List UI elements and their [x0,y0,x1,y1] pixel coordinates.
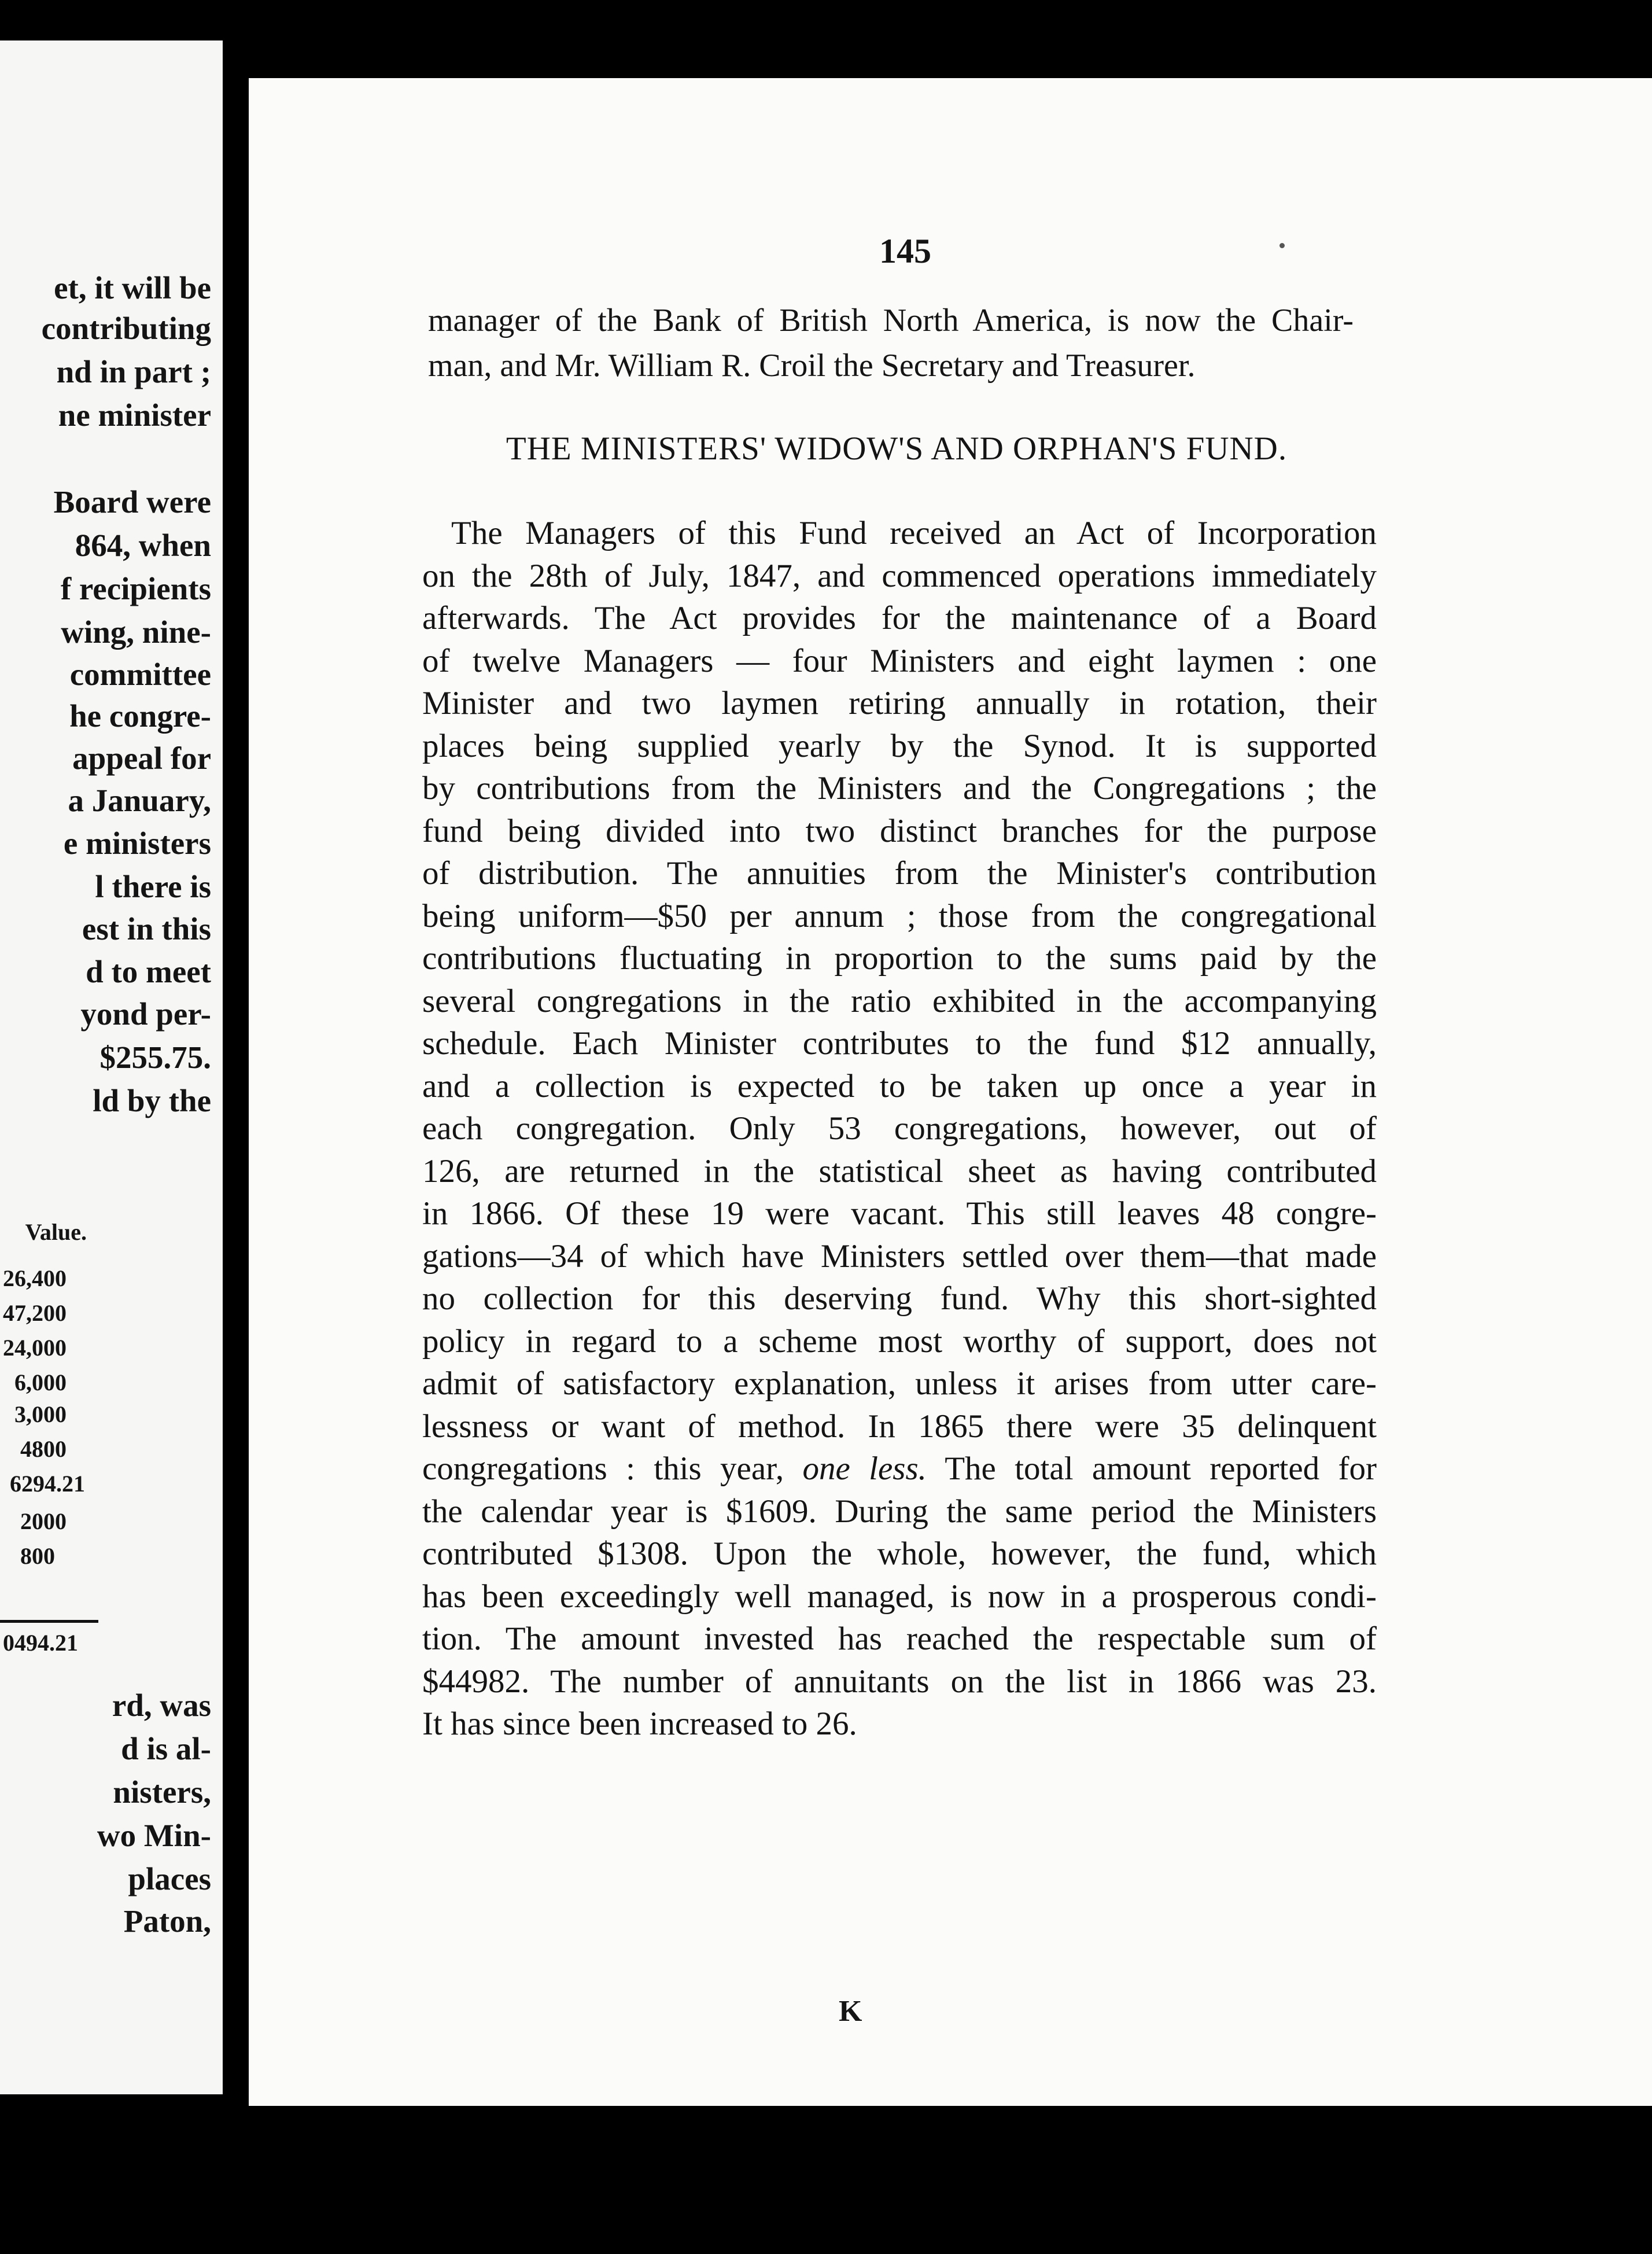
text-line-mixed [422,1448,1377,1490]
left-table-value: 2000 [20,1508,67,1534]
left-page-fragment [0,40,223,2094]
text-line: $44982. The number of annuitants on the list in 1866 was 23. [422,1663,1377,1700]
left-text-line: nisters, [113,1774,211,1810]
left-text-line: est in this [82,911,211,946]
text-line: contributions fluctuating in proportion to the sums paid by the [422,940,1377,977]
left-text-line: 864, when [75,528,211,563]
signature-mark: K [839,1995,862,2028]
left-table-value: 24,000 [3,1335,67,1361]
text-line: admit of satisfactory explanation, unless it arises from utter care- [422,1365,1377,1402]
left-table-value: 800 [20,1543,55,1569]
left-table-value: 6,000 [14,1369,67,1395]
text-line: several congregations in the ratio exhibited in the accompanying [422,982,1377,1019]
text-fragment: The total amount reported for [926,1450,1377,1487]
left-table-header: Value. [25,1219,87,1245]
left-text-line: l there is [95,869,211,904]
main-page [249,78,1652,2106]
left-text-line: ld by the [93,1083,211,1118]
left-table-value: 6294.21 [10,1471,85,1497]
left-text-line: $255.75. [99,1040,211,1075]
ink-dot [1279,243,1285,248]
text-line: contributed $1308. Upon the whole, however, the fund, which [422,1535,1377,1572]
left-text-line: Paton, [123,1903,211,1939]
left-text-line: d is al- [121,1731,211,1766]
left-table-value: 4800 [20,1436,67,1462]
text-fragment: congregations : this year, [422,1450,803,1487]
text-line: of distribution. The annuities from the Minister's contribution [422,855,1377,892]
left-text-line: ne minister [58,397,211,433]
body-paragraph [422,512,1377,1745]
left-text-line: he congre- [69,698,211,734]
left-text-line: places [128,1861,211,1896]
left-text-line: appeal for [72,741,211,776]
text-line: fund being divided into two distinct branches for the purpose [422,812,1377,849]
section-heading: THE MINISTERS' WIDOW'S AND ORPHAN'S FUND. [506,430,1288,467]
text-line: in 1866. Of these 19 were vacant. This still leaves 48 congre- [422,1195,1377,1232]
text-line: lessness or want of method. In 1865 there were 35 delinquent [422,1408,1377,1445]
text-line: the calendar year is $1609. During the same period the Ministers [422,1493,1377,1530]
text-line: of twelve Managers — four Ministers and eight laymen : one [422,642,1377,679]
text-line: manager of the Bank of British North America, is now the Chair- [428,303,1354,338]
text-line: man, and Mr. William R. Croil the Secretary and Treasurer. [428,348,1196,384]
text-line: It has since been increased to 26. [422,1706,857,1742]
left-table-value: 47,200 [3,1300,67,1326]
left-text-line: nd in part ; [56,354,211,389]
left-text-line: Board were [53,484,211,520]
left-text-line: et, it will be [54,270,211,305]
left-text-line: d to meet [86,954,211,989]
left-text-line: rd, was [112,1688,211,1723]
text-line: places being supplied yearly by the Synod. It is supported [422,727,1377,764]
text-line: being uniform—$50 per annum ; those from the congregational [422,897,1377,934]
text-line: afterwards. The Act provides for the maintenance of a Board [422,600,1377,636]
text-line: on the 28th of July, 1847, and commenced operations immediately [422,557,1377,594]
left-text-line: e ministers [63,826,211,861]
text-line: gations—34 of which have Ministers settled over them—that made [422,1238,1377,1275]
text-line: by contributions from the Ministers and the Congregations ; the [422,770,1377,806]
left-table-total: 0494.21 [3,1630,78,1656]
text-line: each congregation. Only 53 congregations, however, out of [422,1110,1377,1147]
left-text-line: wo Min- [97,1818,211,1853]
intro-paragraph [428,298,1354,388]
text-line: schedule. Each Minister contributes to the fund $12 annually, [422,1025,1377,1062]
text-line: tion. The amount invested has reached the respectable sum of [422,1620,1377,1657]
left-text-line: contributing [41,311,211,346]
text-line: 126, are returned in the statistical sheet as having contributed [422,1152,1377,1189]
left-table-rule [0,1620,98,1623]
italic-phrase: one less. [802,1450,927,1487]
text-line: Minister and two laymen retiring annually in rotation, their [422,685,1377,721]
left-text-line: f recipients [60,571,211,606]
text-line: The Managers of this Fund received an Act of Incorporation [451,515,1377,551]
page-number: 145 [879,232,931,270]
left-text-line: yond per- [80,996,211,1032]
text-line: and a collection is expected to be taken up once a year in [422,1067,1377,1104]
left-text-line: wing, nine- [61,614,211,650]
text-line: no collection for this deserving fund. Why this short-sighted [422,1280,1377,1317]
text-line: has been exceedingly well managed, is now in a prosperous condi- [422,1578,1377,1615]
text-line: policy in regard to a scheme most worthy of support, does not [422,1323,1377,1360]
left-text-line: committee [69,657,211,692]
left-table-value: 26,400 [3,1265,67,1291]
left-table-value: 3,000 [14,1401,67,1427]
left-text-line: a January, [68,783,211,818]
